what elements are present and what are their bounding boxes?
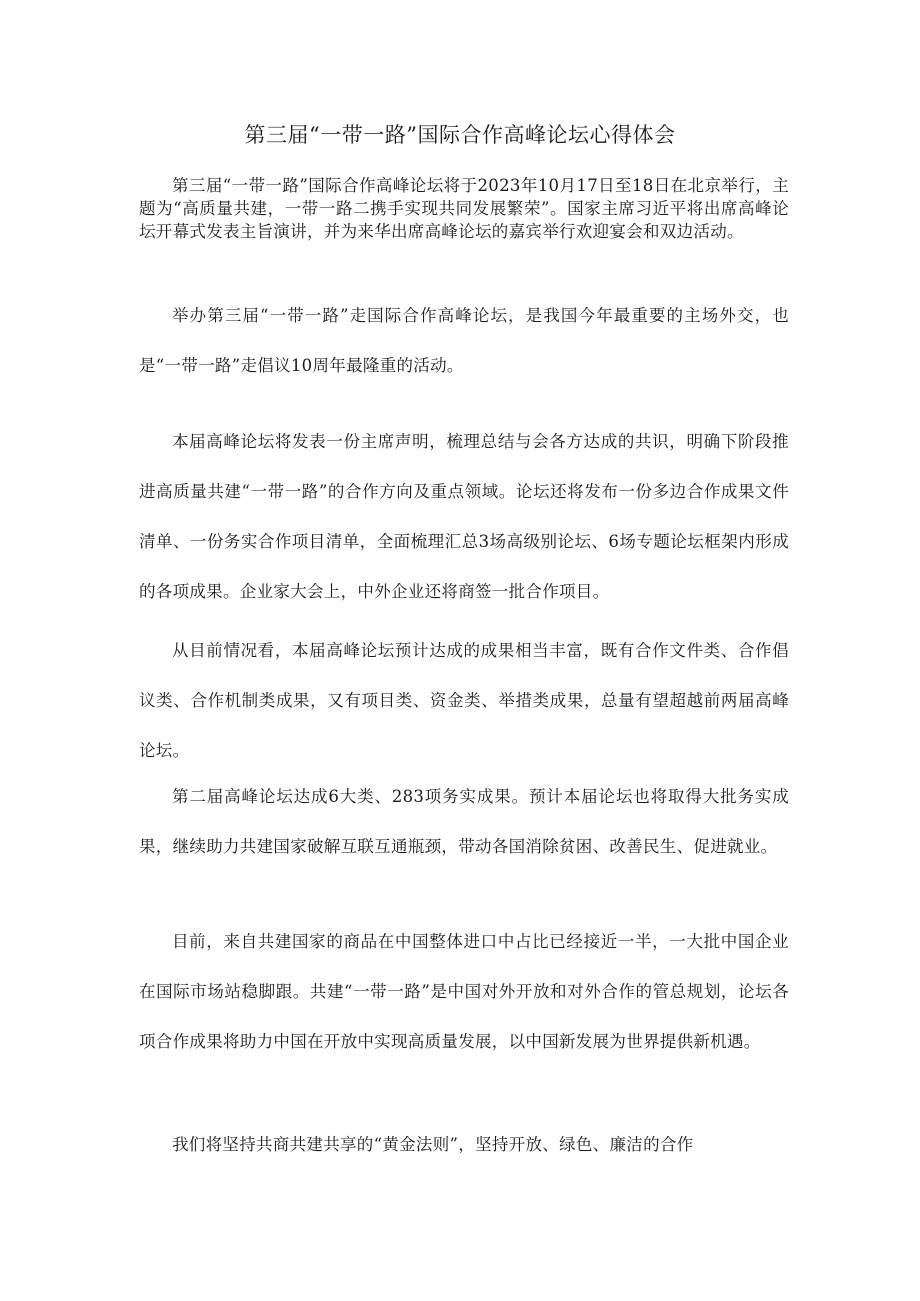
paragraph-7: 我们将坚持共商共建共享的“黄金法则”，坚持开放、绿色、廉洁的合作 — [172, 1135, 694, 1154]
paragraph-1: 第三届“一带一路”国际合作高峰论坛将于2023年10月17日至18日在北京举行，主题为“高质量共建，一带一路二携手实现共同发展繁荣”。国家主席习近平将出席高峰论坛开幕式发表主旨演讲，并为来华出席高峰论坛的嘉宾举行欢迎宴会和双边活动。 — [139, 176, 789, 241]
paragraph-6: 目前，来自共建国家的商品在中国整体进口中占比已经接近一半，一大批中国企业在国际市场站稳脚跟。共建“一带一路”是中国对外开放和对外合作的管总规划，论坛各项合作成果将助力中国在开放中实现高质量发展，以中国新发展为世界提供新机遇。 — [139, 932, 789, 1051]
paragraph-4: 从目前情况看，本届高峰论坛预计达成的成果相当丰富，既有合作文件类、合作倡议类、合作机制类成果，又有项目类、资金类、举措类成果，总量有望超越前两届高峰论坛。 — [139, 641, 789, 760]
document-title: 第三届“一带一路”国际合作高峰论坛心得体会 — [244, 123, 676, 147]
paragraph-3: 本届高峰论坛将发表一份主席声明，梳理总结与会各方达成的共识，明确下阶段推进高质量共建“一带一路”的合作方向及重点领域。论坛还将发布一份多边合作成果文件清单、一份务实合作项目清单，全面梳理汇总3场高级别论坛、6场专题论坛框架内形成的各项成果。企业家大会上，中外企业还将商签一批合作项目。 — [139, 432, 789, 601]
paragraph-2: 举办第三届“一带一路”走国际合作高峰论坛，是我国今年最重要的主场外交，也是“一带一路”走倡议10周年最隆重的活动。 — [139, 306, 789, 375]
paragraph-5: 第二届高峰论坛达成6大类、283项务实成果。预计本届论坛也将取得大批务实成果，继续助力共建国家破解互联互通瓶颈，带动各国消除贫困、改善民生、促进就业。 — [139, 787, 789, 856]
